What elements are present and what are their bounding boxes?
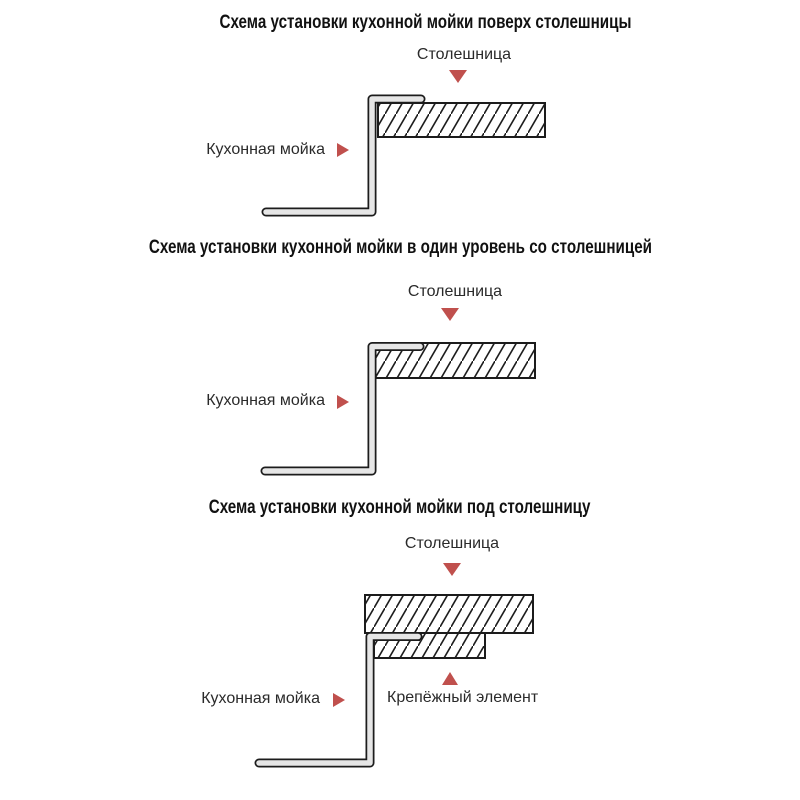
scheme-undermount <box>259 595 533 763</box>
countertop-block-1 <box>378 103 545 137</box>
countertop-label-3: Столешница <box>404 535 500 552</box>
arrow-down-icon <box>443 563 461 576</box>
arrow-down-icon <box>441 308 459 321</box>
countertop-block-2 <box>374 343 535 378</box>
arrow-right-icon <box>333 693 345 707</box>
arrow-right-icon <box>337 395 349 409</box>
arrow-up-icon <box>442 672 458 685</box>
scheme-2-title: Схема установки кухонной мойки в один уровень со столешницей <box>148 237 652 258</box>
countertop-label-1: Столешница <box>416 46 512 63</box>
arrow-right-icon <box>337 143 349 157</box>
scheme-3-title: Схема установки кухонной мойки под столешницу <box>209 497 591 518</box>
scheme-1-title: Схема установки кухонной мойки поверх столешницы <box>219 12 631 33</box>
fastener-block <box>374 633 485 658</box>
arrow-down-icon <box>449 70 467 83</box>
countertop-label-2: Столешница <box>407 283 503 300</box>
sink-label-2: Кухонная мойка <box>206 392 325 409</box>
sink-label-1: Кухонная мойка <box>206 141 325 158</box>
fastener-label: Крепёжный элемент <box>387 689 539 706</box>
sink-label-3: Кухонная мойка <box>201 690 320 707</box>
countertop-block-3 <box>365 595 533 633</box>
